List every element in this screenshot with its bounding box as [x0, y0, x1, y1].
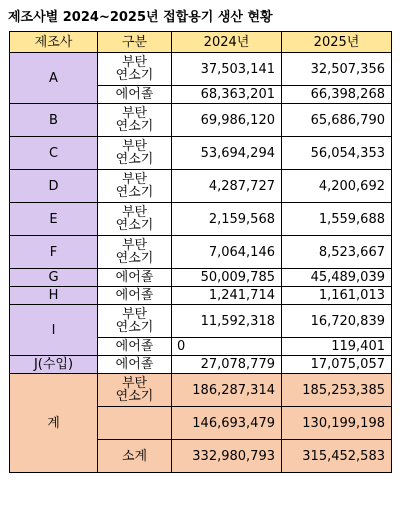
category-cell: 소계	[98, 440, 172, 473]
table-row	[10, 203, 392, 236]
value-2025: 1,161,013	[282, 287, 392, 305]
value-2025: 119,401	[282, 338, 392, 356]
table-row	[10, 170, 392, 203]
category-cell: 부탄 연소기	[98, 374, 172, 407]
value-2025: 8,523,667	[282, 236, 392, 269]
value-2024: 68,363,201	[172, 86, 282, 104]
table-row	[10, 137, 392, 170]
maker-cell: A	[10, 53, 98, 104]
value-2025: 56,054,353	[282, 137, 392, 170]
value-2024: 53,694,294	[172, 137, 282, 170]
table-row	[10, 305, 392, 338]
value-2024: 0	[172, 338, 282, 356]
maker-cell: E	[10, 203, 98, 236]
category-cell: 부탄 연소기	[98, 104, 172, 137]
value-2025: 1,559,688	[282, 203, 392, 236]
value-2024: 146,693,479	[172, 407, 282, 440]
category-cell: 에어졸	[98, 338, 172, 356]
table-header-row	[10, 32, 392, 53]
value-2024: 1,241,714	[172, 287, 282, 305]
header-category: 구분	[98, 32, 172, 53]
total-label: 계	[10, 374, 98, 473]
maker-cell: C	[10, 137, 98, 170]
value-2024: 27,078,779	[172, 356, 282, 374]
maker-cell: F	[10, 236, 98, 269]
total-row	[10, 374, 392, 407]
value-2025: 45,489,039	[282, 269, 392, 287]
value-2025: 65,686,790	[282, 104, 392, 137]
table-row	[10, 287, 392, 305]
value-2024: 50,009,785	[172, 269, 282, 287]
value-2024: 332,980,793	[172, 440, 282, 473]
value-2024: 37,503,141	[172, 53, 282, 86]
category-cell: 에어졸	[98, 287, 172, 305]
value-2025: 32,507,356	[282, 53, 392, 86]
table-row	[10, 356, 392, 374]
category-cell: 부탄 연소기	[98, 170, 172, 203]
table-row	[10, 104, 392, 137]
maker-cell: D	[10, 170, 98, 203]
category-cell: 부탄 연소기	[98, 53, 172, 86]
value-2025: 315,452,583	[282, 440, 392, 473]
category-cell: 에어졸	[98, 269, 172, 287]
value-2025: 66,398,268	[282, 86, 392, 104]
value-2024: 69,986,120	[172, 104, 282, 137]
page-title: 제조사별 2024~2025년 접합용기 생산 현황	[8, 10, 273, 25]
category-cell	[98, 407, 172, 440]
maker-cell: G	[10, 269, 98, 287]
table-row	[10, 236, 392, 269]
header-2025: 2025년	[282, 32, 392, 53]
table-row	[10, 53, 392, 86]
header-maker: 제조사	[10, 32, 98, 53]
header-2024: 2024년	[172, 32, 282, 53]
value-2025: 130,199,198	[282, 407, 392, 440]
value-2025: 4,200,692	[282, 170, 392, 203]
value-2025: 16,720,839	[282, 305, 392, 338]
production-table	[9, 31, 392, 473]
value-2024: 7,064,146	[172, 236, 282, 269]
category-cell: 에어졸	[98, 86, 172, 104]
category-cell: 부탄 연소기	[98, 203, 172, 236]
value-2025: 17,075,057	[282, 356, 392, 374]
value-2024: 186,287,314	[172, 374, 282, 407]
category-cell: 부탄 연소기	[98, 305, 172, 338]
maker-cell: B	[10, 104, 98, 137]
maker-cell: J(수입)	[10, 356, 98, 374]
maker-cell: H	[10, 287, 98, 305]
category-cell: 부탄 연소기	[98, 137, 172, 170]
maker-cell: I	[10, 305, 98, 356]
value-2025: 185,253,385	[282, 374, 392, 407]
value-2024: 4,287,727	[172, 170, 282, 203]
value-2024: 11,592,318	[172, 305, 282, 338]
table-row	[10, 269, 392, 287]
category-cell: 에어졸	[98, 356, 172, 374]
category-cell: 부탄 연소기	[98, 236, 172, 269]
value-2024: 2,159,568	[172, 203, 282, 236]
